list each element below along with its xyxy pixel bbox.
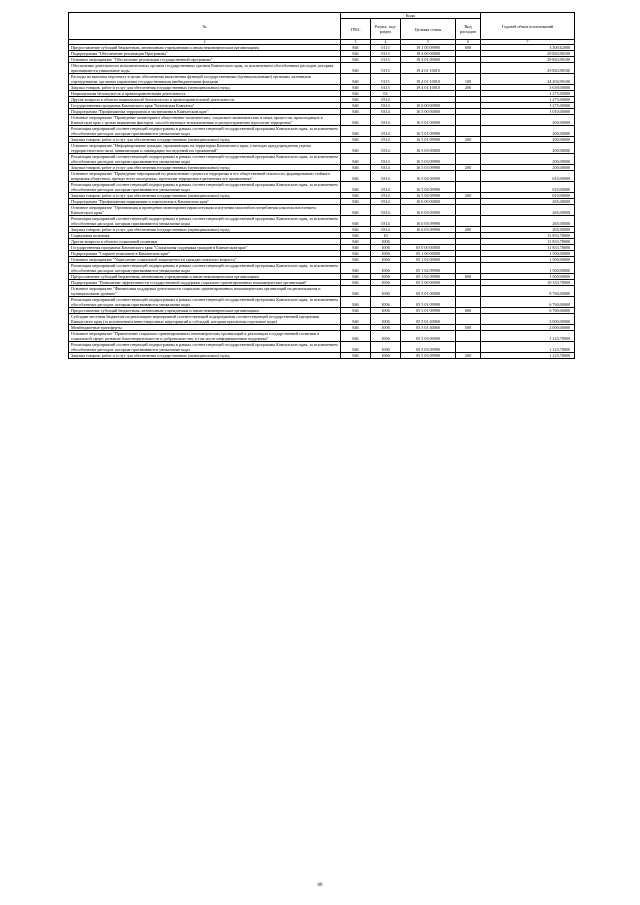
- cell-amount: 200,00000: [481, 165, 575, 171]
- cell-name: Основное мероприятие "Проведение мероприятий по разъяснению сущности терроризма и его общественной опасности, формированию стойкого неприятия обществом, прежде всего молодежью, идеологии терроризма в различных его проявлениях": [69, 171, 341, 182]
- cell-vr: [456, 286, 481, 297]
- cell-amount: 265,00000: [481, 199, 575, 205]
- cell-vr: [456, 216, 481, 227]
- cell-grbs: 846: [341, 103, 371, 109]
- cell-name: Обеспечение деятельности исполнительных органов государственных органов Камчатского края, за исключением обособленных расходов, которым присваиваются уникальные коды: [69, 63, 341, 74]
- cell-razdel: 0314: [371, 143, 401, 154]
- cell-csr: 05 5 01 09990: [401, 308, 456, 314]
- cell-amount: 610,00000: [481, 171, 575, 182]
- cell-name: Предоставление субсидий бюджетным, автономным учреждениям и иным некоммерческим организациям: [69, 274, 341, 280]
- col-header-grbs: ГРБС: [341, 19, 371, 40]
- cell-name: Межбюджетные трансферты: [69, 325, 341, 331]
- cell-name: Подпрограмма "Обеспечение реализации Программы": [69, 51, 341, 57]
- cell-amount: 265,00000: [481, 216, 575, 227]
- cell-grbs: 846: [341, 85, 371, 91]
- cell-vr: 200: [456, 137, 481, 143]
- table-row: [69, 331, 575, 342]
- cell-razdel: 0314: [371, 216, 401, 227]
- cell-razdel: 0113: [371, 85, 401, 91]
- budget-table: [68, 12, 575, 359]
- cell-amount: 200,00000: [481, 154, 575, 165]
- cell-vr: 600: [456, 45, 481, 51]
- col-index: 5: [401, 40, 456, 45]
- cell-name: Предоставление субсидий бюджетным, автономным учреждениям и иным некоммерческим организациям: [69, 45, 341, 51]
- cell-csr: 16 5 04 09990: [401, 182, 456, 193]
- cell-amount: 265,00000: [481, 227, 575, 233]
- cell-razdel: 1006: [371, 274, 401, 280]
- cell-amount: 11 833,78000: [481, 245, 575, 251]
- table-row: [69, 63, 575, 74]
- cell-razdel: 1006: [371, 280, 401, 286]
- cell-razdel: 1006: [371, 245, 401, 251]
- cell-amount: 29 843,90100: [481, 63, 575, 74]
- cell-vr: 200: [456, 165, 481, 171]
- cell-csr: 05 1 02 09990: [401, 274, 456, 280]
- cell-amount: 265,00000: [481, 205, 575, 216]
- cell-csr: 16 5 01 00000: [401, 115, 456, 126]
- cell-vr: 200: [456, 227, 481, 233]
- cell-vr: [456, 143, 481, 154]
- table-row: [69, 216, 575, 227]
- cell-amount: 5 639,00000: [481, 85, 575, 91]
- cell-csr: 16 6 03 09990: [401, 216, 456, 227]
- cell-amount: 29 843,90100: [481, 57, 575, 63]
- cell-csr: 05 5 03 00000: [401, 331, 456, 342]
- cell-grbs: 846: [341, 171, 371, 182]
- cell-csr: 05 0 00 00000: [401, 245, 456, 251]
- cell-grbs: 846: [341, 45, 371, 51]
- cell-csr: 19 4 01 10010: [401, 85, 456, 91]
- cell-csr: 16 5 03 09990: [401, 154, 456, 165]
- cell-grbs: 846: [341, 297, 371, 308]
- cell-name: Подпрограмма "Профилактика терроризма и экстремизма в Камчатском крае": [69, 109, 341, 115]
- cell-csr: 19 4 00 00000: [401, 51, 456, 57]
- cell-razdel: 1006: [371, 325, 401, 331]
- cell-vr: [456, 126, 481, 137]
- cell-grbs: 846: [341, 154, 371, 165]
- cell-razdel: 0314: [371, 154, 401, 165]
- table-row: [69, 126, 575, 137]
- cell-csr: 19 4 01 10010: [401, 74, 456, 85]
- col-header-codes: Коды: [341, 13, 481, 19]
- col-header-amount: Годовой объем ассигнований: [481, 13, 575, 40]
- cell-amount: 200,00000: [481, 126, 575, 137]
- cell-grbs: 846: [341, 274, 371, 280]
- cell-amount: 3 300,62000: [481, 45, 575, 51]
- cell-razdel: 1006: [371, 331, 401, 342]
- budget-table-sheet: [68, 12, 574, 359]
- cell-razdel: 0113: [371, 57, 401, 63]
- table-row: [69, 115, 575, 126]
- cell-grbs: 846: [341, 51, 371, 57]
- cell-amount: 1 500,00000: [481, 263, 575, 274]
- cell-razdel: 0314: [371, 199, 401, 205]
- col-header-num: №: [69, 13, 341, 40]
- table-row: [69, 297, 575, 308]
- cell-grbs: 846: [341, 331, 371, 342]
- cell-vr: [456, 182, 481, 193]
- cell-csr: 16 5 04 00000: [401, 171, 456, 182]
- cell-amount: 29 843,90100: [481, 51, 575, 57]
- cell-name: Реализация мероприятий соответствующей подпрограммы в рамках соответствующей государственной программы Камчатского края, за исключением обособленных расходов, которым присваиваются уникальные коды: [69, 297, 341, 308]
- cell-razdel: 0314: [371, 97, 401, 103]
- cell-amount: 1 500,00000: [481, 251, 575, 257]
- cell-razdel: 0314: [371, 115, 401, 126]
- cell-csr: 16 6 00 00000: [401, 199, 456, 205]
- cell-grbs: 846: [341, 251, 371, 257]
- cell-name: Основное мероприятие "Привлечение социально ориентированных некоммерческих организаций к реализации государственной политики в социальной сфере, развитие благотворительности и добровольчества, в том числе информационная поддержка": [69, 331, 341, 342]
- cell-grbs: 846: [341, 245, 371, 251]
- cell-name: Основное мероприятие "Укрепление социальной защищенности граждан пожилого возраста": [69, 257, 341, 263]
- cell-amount: 200,00000: [481, 137, 575, 143]
- cell-razdel: 0113: [371, 63, 401, 74]
- cell-name: Основное мероприятие "Проведение мониторинга общественно-политических, социально-экономических и иных процессов, происходящих в Камчатском крае с целью выявления факторов, способствующих возникновению и распространению идеологии терроризма": [69, 115, 341, 126]
- cell-grbs: 846: [341, 233, 371, 239]
- table-row: [69, 263, 575, 274]
- cell-csr: 16 5 03 09990: [401, 165, 456, 171]
- cell-name: Закупка товаров, работ и услуг для обеспечения государственных (муниципальных) нужд: [69, 165, 341, 171]
- cell-vr: 600: [456, 308, 481, 314]
- cell-grbs: 846: [341, 205, 371, 216]
- table-row: [69, 143, 575, 154]
- table-row: [69, 182, 575, 193]
- cell-csr: 05 1 00 00000: [401, 251, 456, 257]
- cell-name: Социальная политика: [69, 233, 341, 239]
- cell-vr: 200: [456, 353, 481, 359]
- cell-razdel: 1006: [371, 308, 401, 314]
- cell-grbs: 846: [341, 115, 371, 126]
- cell-amount: 24 204,90100: [481, 74, 575, 85]
- cell-csr: 16 0 00 00000: [401, 103, 456, 109]
- cell-name: Реализация мероприятий соответствующей подпрограммы в рамках соответствующей государственной программы Камчатского края, за исключением обособленных расходов, которым присваиваются уникальные коды: [69, 154, 341, 165]
- cell-grbs: 846: [341, 199, 371, 205]
- cell-amount: 11 833,78000: [481, 239, 575, 245]
- cell-grbs: 846: [341, 63, 371, 74]
- cell-name: Закупка товаров, работ и услуг для обеспечения государственных (муниципальных) нужд: [69, 227, 341, 233]
- col-header-razdel: Раздел, под-раздел: [371, 19, 401, 40]
- cell-amount: 10 333,78000: [481, 280, 575, 286]
- cell-vr: [456, 205, 481, 216]
- cell-razdel: 03: [371, 91, 401, 97]
- cell-amount: 1 123,78000: [481, 331, 575, 342]
- cell-razdel: 1006: [371, 353, 401, 359]
- header-row-top: [69, 13, 575, 19]
- cell-vr: 600: [456, 274, 481, 280]
- cell-vr: [456, 171, 481, 182]
- cell-vr: 100: [456, 74, 481, 85]
- cell-amount: 610,00000: [481, 182, 575, 193]
- cell-amount: 2 000,00000: [481, 314, 575, 325]
- cell-name: Подпрограмма "Старшее поколение в Камчатском крае": [69, 251, 341, 257]
- cell-razdel: 0314: [371, 103, 401, 109]
- cell-vr: [456, 263, 481, 274]
- table-row: [69, 353, 575, 359]
- cell-csr: 19 4 01 10010: [401, 63, 456, 74]
- cell-name: Подпрограмма "Повышение эффективности государственной поддержки социально ориентированных некоммерческих организаций": [69, 280, 341, 286]
- col-header-vr: Вид расходов: [456, 19, 481, 40]
- cell-amount: 200,00000: [481, 115, 575, 126]
- cell-csr: 16 5 04 09990: [401, 193, 456, 199]
- cell-grbs: 846: [341, 74, 371, 85]
- cell-amount: 6 760,00000: [481, 297, 575, 308]
- table-row: [69, 314, 575, 325]
- cell-razdel: 1006: [371, 251, 401, 257]
- col-index: 4: [371, 40, 401, 45]
- cell-csr: 05 5 01 40060: [401, 314, 456, 325]
- cell-name: Другие вопросы в области национальной безопасности и правоохранительной деятельности: [69, 97, 341, 103]
- cell-csr: 16 5 03 00000: [401, 143, 456, 154]
- cell-grbs: 846: [341, 109, 371, 115]
- cell-name: Закупка товаров, работ и услуг для обеспечения государственных (муниципальных) нужд: [69, 353, 341, 359]
- cell-csr: 16 5 00 00000: [401, 109, 456, 115]
- cell-csr: 05 5 01 40060: [401, 325, 456, 331]
- cell-razdel: 0314: [371, 205, 401, 216]
- cell-csr: 19 4 01 00000: [401, 57, 456, 63]
- cell-amount: 6 760,00000: [481, 308, 575, 314]
- cell-grbs: 846: [341, 280, 371, 286]
- cell-amount: 8 760,00000: [481, 286, 575, 297]
- cell-csr: 05 5 03 09990: [401, 342, 456, 353]
- cell-razdel: 0113: [371, 51, 401, 57]
- cell-name: Основное мероприятие "Информирование граждан, проживающих на территории Камчатского края, о методах предупреждения угрозы террористического акта, минимизации и ликвидации последствий его проявлений": [69, 143, 341, 154]
- cell-name: Закупка товаров, работ и услуг для обеспечения государственных (муниципальных) нужд: [69, 193, 341, 199]
- cell-vr: [456, 115, 481, 126]
- cell-razdel: 0314: [371, 171, 401, 182]
- cell-csr: 05 1 02 09990: [401, 263, 456, 274]
- cell-amount: 610,00000: [481, 193, 575, 199]
- cell-csr: 16 6 03 09990: [401, 227, 456, 233]
- cell-grbs: 846: [341, 165, 371, 171]
- cell-grbs: 846: [341, 91, 371, 97]
- table-row: [69, 342, 575, 353]
- table-row: [69, 205, 575, 216]
- cell-razdel: 1006: [371, 297, 401, 308]
- cell-amount: 1 010,00000: [481, 109, 575, 115]
- cell-csr: 16 5 01 09990: [401, 137, 456, 143]
- col-index: 3: [341, 40, 371, 45]
- cell-grbs: 846: [341, 257, 371, 263]
- cell-razdel: 1006: [371, 314, 401, 325]
- cell-razdel: 10: [371, 233, 401, 239]
- cell-grbs: 846: [341, 325, 371, 331]
- cell-vr: 500: [456, 325, 481, 331]
- table-row: [69, 171, 575, 182]
- cell-amount: 1 275,00000: [481, 91, 575, 97]
- cell-name: Реализация мероприятий соответствующей подпрограммы в рамках соответствующей государственной программы Камчатского края, за исключением обособленных расходов, которым присваиваются уникальные коды: [69, 216, 341, 227]
- cell-name: Подпрограмма "Профилактика наркомании и алкоголизма в Камчатском крае": [69, 199, 341, 205]
- cell-vr: [456, 63, 481, 74]
- col-index: 7: [481, 40, 575, 45]
- cell-csr: 05 5 01 09990: [401, 297, 456, 308]
- cell-name: Реализация мероприятий соответствующей подпрограммы в рамках соответствующей государственной программы Камчатского края, за исключением обособленных расходов, которым присваиваются уникальные коды: [69, 342, 341, 353]
- cell-amount: 200,00000: [481, 143, 575, 154]
- cell-razdel: 0314: [371, 193, 401, 199]
- col-index: 6: [456, 40, 481, 45]
- cell-vr: [456, 297, 481, 308]
- cell-grbs: 846: [341, 193, 371, 199]
- cell-name: Государственная программа Камчатского края "Социальная поддержка граждан в Камчатском крае": [69, 245, 341, 251]
- cell-name: Реализация мероприятий соответствующей подпрограммы в рамках соответствующей государственной программы Камчатского края, за исключением обособленных расходов, которым присваиваются уникальные коды: [69, 126, 341, 137]
- cell-name: Субсидии местным бюджетам на реализацию мероприятий соответствующей подпрограммы соответствующей государственной программы Камчатского края (за исключением инвестиционных мероприятий и субсидий, которым присвоены отдельные коды): [69, 314, 341, 325]
- cell-amount: 1 123,78000: [481, 353, 575, 359]
- cell-grbs: 846: [341, 308, 371, 314]
- cell-grbs: 846: [341, 263, 371, 274]
- table-row: [69, 74, 575, 85]
- cell-amount: 11 833,78000: [481, 233, 575, 239]
- cell-vr: [456, 314, 481, 325]
- cell-razdel: 0314: [371, 165, 401, 171]
- cell-grbs: 846: [341, 182, 371, 193]
- cell-name: Основное мероприятие "Организация и проведение мониторинга наркоситуации и изучения масштабов потребления алкоголя населением Камчатского края": [69, 205, 341, 216]
- cell-vr: [456, 154, 481, 165]
- cell-razdel: 0113: [371, 74, 401, 85]
- col-index: 2: [69, 40, 341, 45]
- cell-grbs: 846: [341, 239, 371, 245]
- cell-name: Основное мероприятие "Обеспечение реализации государственной программы": [69, 57, 341, 63]
- cell-csr: 05 5 03 09990: [401, 353, 456, 359]
- cell-razdel: 1006: [371, 342, 401, 353]
- page-number: 60: [317, 883, 323, 888]
- cell-razdel: 1006: [371, 257, 401, 263]
- cell-razdel: 0113: [371, 45, 401, 51]
- table-row: [69, 154, 575, 165]
- cell-grbs: 846: [341, 126, 371, 137]
- cell-grbs: 846: [341, 286, 371, 297]
- cell-grbs: 846: [341, 97, 371, 103]
- cell-amount: 1 500,00000: [481, 274, 575, 280]
- cell-csr: 19 1 00 09990: [401, 45, 456, 51]
- cell-amount: 1 275,00000: [481, 97, 575, 103]
- cell-csr: 05 5 00 00000: [401, 280, 456, 286]
- cell-grbs: 846: [341, 216, 371, 227]
- col-header-csr: Целевая статья: [401, 19, 456, 40]
- cell-razdel: 0314: [371, 182, 401, 193]
- cell-csr: 05 1 02 00000: [401, 257, 456, 263]
- cell-csr: 16 6 03 00000: [401, 205, 456, 216]
- cell-razdel: 1006: [371, 263, 401, 274]
- cell-razdel: 0314: [371, 137, 401, 143]
- cell-name: Закупка товаров, работ и услуг для обеспечения государственных (муниципальных) нужд: [69, 137, 341, 143]
- cell-razdel: 0314: [371, 109, 401, 115]
- cell-grbs: 846: [341, 227, 371, 233]
- cell-csr: 16 5 01 09990: [401, 126, 456, 137]
- cell-name: Расходы на выплаты персоналу в целях обеспечения выполнения функций государственными (муниципальными) органами, казенными учреждениями, органами управления государственными внебюджетными фондами: [69, 74, 341, 85]
- cell-name: Закупка товаров, работ и услуг для обеспечения государственных (муниципальных) нужд: [69, 85, 341, 91]
- cell-grbs: 846: [341, 143, 371, 154]
- cell-name: Реализация мероприятий соответствующей подпрограммы в рамках соответствующей государственной программы Камчатского края, за исключением обособленных расходов, которым присваиваются уникальные коды: [69, 263, 341, 274]
- cell-grbs: 846: [341, 353, 371, 359]
- cell-razdel: 0314: [371, 126, 401, 137]
- cell-grbs: 846: [341, 342, 371, 353]
- cell-grbs: 846: [341, 314, 371, 325]
- cell-vr: [456, 342, 481, 353]
- cell-csr: 05 5 01 00000: [401, 286, 456, 297]
- cell-razdel: 1006: [371, 239, 401, 245]
- cell-name: Предоставление субсидий бюджетным, автономным учреждениям и иным некоммерческим организациям: [69, 308, 341, 314]
- cell-amount: 1 123,78000: [481, 342, 575, 353]
- cell-grbs: 846: [341, 57, 371, 63]
- cell-amount: 2 000,00000: [481, 325, 575, 331]
- cell-name: Реализация мероприятий соответствующей подпрограммы в рамках соответствующей государственной программы Камчатского края, за исключением обособленных расходов, которым присваиваются уникальные коды: [69, 182, 341, 193]
- cell-amount: 1 275,00000: [481, 103, 575, 109]
- cell-name: Государственная программа Камчатского края "Безопасная Камчатка": [69, 103, 341, 109]
- table-row: [69, 286, 575, 297]
- cell-vr: 200: [456, 85, 481, 91]
- cell-amount: 1 500,00000: [481, 257, 575, 263]
- cell-razdel: 0314: [371, 227, 401, 233]
- cell-name: Основное мероприятие "Финансовая поддержка деятельности социально ориентированных некоммерческих организаций на региональном и муниципальном уровнях": [69, 286, 341, 297]
- cell-vr: 200: [456, 193, 481, 199]
- cell-razdel: 1006: [371, 286, 401, 297]
- cell-name: Другие вопросы в области социальной политики: [69, 239, 341, 245]
- cell-name: Национальная безопасность и правоохранительная деятельность: [69, 91, 341, 97]
- cell-vr: [456, 331, 481, 342]
- cell-grbs: 846: [341, 137, 371, 143]
